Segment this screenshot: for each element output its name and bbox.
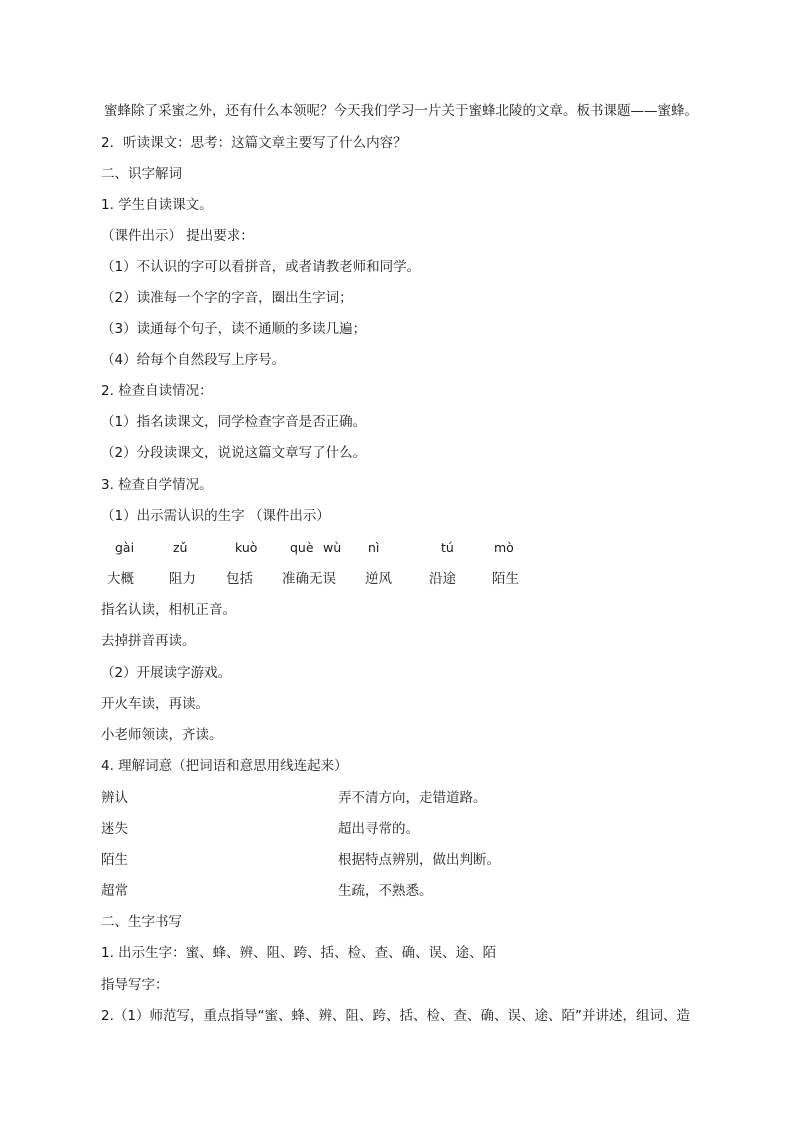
word-mosheng: 陌生: [492, 571, 519, 587]
match-meaning: 生疏，不熟悉。: [338, 883, 433, 899]
requirement-4: （4）给每个自然段写上序号。: [101, 352, 286, 368]
word-baokuo: 包括: [226, 571, 253, 587]
little-teacher-reading: 小老师领读，齐读。: [101, 727, 223, 743]
match-word: 超常: [101, 883, 128, 899]
match-row: [101, 851, 701, 869]
match-row: [101, 820, 701, 838]
check-item-1: （1）指名读课文，同学检查字音是否正确。: [101, 414, 367, 430]
read-and-correct: 指名认读，相机正音。: [101, 602, 236, 618]
teacher-demo-writing: 2.（1）师范写，重点指导“蜜、蜂、辨、阻、跨、括、检、查、确、误、途、陌”并讲述，组词、造: [101, 1008, 690, 1024]
requirement-2: （2）读准每一个字的字音，圈出生字词；: [101, 290, 353, 306]
match-word: 迷失: [101, 821, 128, 837]
pinyin-que: què: [290, 540, 314, 555]
requirement-1: （1）不认识的字可以看拼音，或者请教老师和同学。: [101, 259, 421, 275]
match-row: [101, 789, 701, 807]
word-zhunquewuwu: 准确无误: [282, 571, 336, 587]
step-self-read: 1. 学生自读课文。: [101, 197, 213, 213]
word-zuli: 阻力: [169, 571, 196, 587]
pinyin-mo: mò: [494, 540, 514, 555]
word-dagai: 大概: [107, 571, 134, 587]
word-row: [101, 570, 701, 588]
step-listen-read: 2．听读课文：思考：这篇文章主要写了什么内容？: [101, 135, 407, 151]
pinyin-gai: gài: [115, 540, 135, 555]
section-heading-literacy: 二、识字解词: [101, 166, 182, 182]
reading-game: （2）开展读字游戏。: [101, 665, 232, 681]
match-row: [101, 882, 701, 900]
pinyin-wu: wù: [323, 540, 342, 555]
pinyin-tu: tú: [441, 540, 454, 555]
section-heading-writing: 二、生字书写: [101, 914, 182, 930]
pinyin-row: [101, 539, 701, 557]
requirement-3: （3）读通每个句子，读不通顺的多读几遍；: [101, 321, 367, 337]
pinyin-zu: zǔ: [173, 540, 188, 555]
match-meaning: 弄不清方向，走错道路。: [338, 790, 487, 806]
step-check-self-study: 3. 检查自学情况。: [101, 477, 213, 493]
courseware-requirements: （课件出示） 提出要求：: [101, 228, 254, 244]
guide-writing: 指导写字：: [101, 977, 169, 993]
understand-words: 4. 理解词意（把词语和意思用线连起来）: [101, 758, 348, 774]
match-meaning: 超出寻常的。: [338, 821, 419, 837]
pinyin-ni: nì: [368, 540, 380, 555]
read-without-pinyin: 去掉拼音再读。: [101, 633, 196, 649]
pinyin-kuo: kuò: [235, 540, 258, 555]
word-yantu: 沿途: [429, 571, 456, 587]
intro-paragraph: 蜜蜂除了采蜜之外，还有什么本领呢？今天我们学习一片关于蜜蜂北陵的文章。板书课题——蜜蜂。: [104, 103, 698, 119]
show-new-characters: （1）出示需认识的生字 （课件出示）: [101, 508, 330, 524]
match-word: 辨认: [101, 790, 128, 806]
show-characters-to-write: 1. 出示生字：蜜、蜂、辨、阻、跨、括、检、查、确、误、途、陌: [101, 945, 497, 961]
step-check-reading: 2. 检查自读情况：: [101, 383, 213, 399]
word-nifeng: 逆风: [365, 571, 392, 587]
match-word: 陌生: [101, 852, 128, 868]
check-item-2: （2）分段读课文，说说这篇文章写了什么。: [101, 445, 367, 461]
match-meaning: 根据特点辨别，做出判断。: [338, 852, 500, 868]
train-reading: 开火车读，再读。: [101, 696, 209, 712]
